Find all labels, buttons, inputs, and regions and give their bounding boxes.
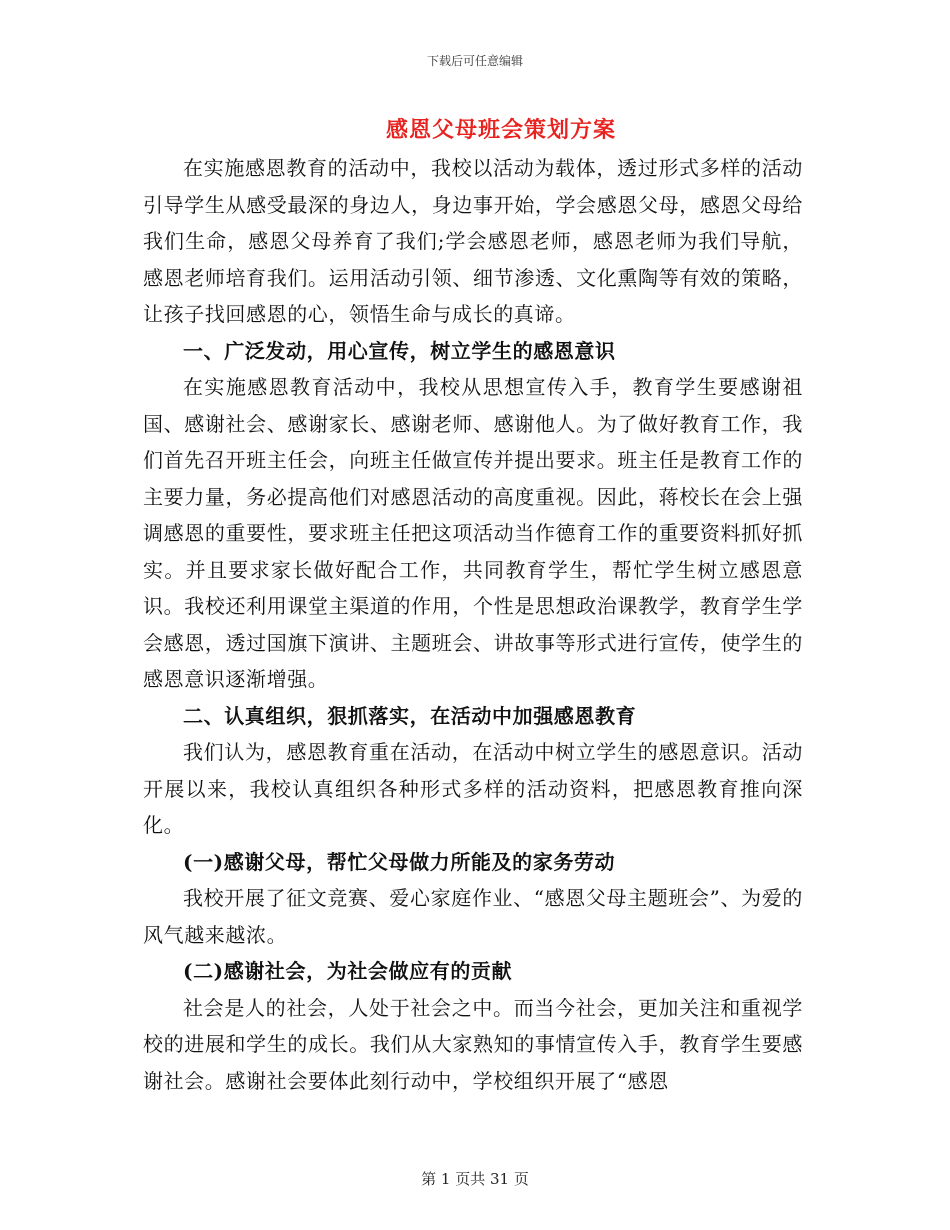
section-heading-1: 一、广泛发动，用心宣传，树立学生的感恩意识 (183, 338, 616, 363)
page-footer: 第 1 页共 31 页 (421, 1170, 529, 1188)
subsection-heading-1: (一)感谢父母，帮忙父母做力所能及的家务劳动 (183, 849, 616, 874)
subsection-heading-2: (二)感谢社会，为社会做应有的贡献 (183, 959, 513, 983)
subsection-1-paragraph: 我校开展了征文竞赛、爱心家庭作业、“感恩父母主题班会”、为爱的风气越来越浓。 (143, 886, 803, 947)
intro-paragraph: 在实施感恩教育的活动中，我校以活动为载体，透过形式多样的活动引导学生从感受最深的身边人，身边事开始，学会感恩父母，感恩父母给我们生命，感恩父母养育了我们;学会感恩老师，感恩老师为我们导航，感恩老师培育我们。运用活动引领、细节渗透、文化熏陶等有效的策略，让孩子找回感恩的心，领悟生命与成长的真谛。 (143, 156, 803, 326)
document-body (143, 112, 803, 1099)
section-2-paragraph: 我们认为，感恩教育重在活动，在活动中树立学生的感恩意识。活动开展以来，我校认真组织各种形式多样的活动资料，把感恩教育推向深化。 (143, 740, 803, 837)
subsection-2-paragraph: 社会是人的社会，人处于社会之中。而当今社会，更加关注和重视学校的进展和学生的成长。我们从大家熟知的事情宣传入手，教育学生要感谢社会。感谢社会要体此刻行动中，学校组织开展了“感恩 (143, 995, 803, 1093)
header-note: 下载后可任意编辑 (426, 54, 523, 68)
section-1-paragraph: 在实施感恩教育活动中，我校从思想宣传入手，教育学生要感谢祖国、感谢社会、感谢家长、感谢老师、感谢他人。为了做好教育工作，我们首先召开班主任会，向班主任做宣传并提出要求。班主任是教育工作的主要力量，务必提高他们对感恩活动的高度重视。因此，蒋校长在会上强调感恩的重要性，要求班主任把这项活动当作德育工作的重要资料抓好抓实。并且要求家长做好配合工作，共同教育学生，帮忙学生树立感恩意识。我校还利用课堂主渠道的作用，个性是思想政治课教学，教育学生学会感恩，透过国旗下演讲、主题班会、讲故事等形式进行宣传，使学生的感恩意识逐渐增强。 (143, 375, 803, 691)
document-title: 感恩父母班会策划方案 (385, 117, 616, 143)
section-heading-2: 二、认真组织，狠抓落实，在活动中加强感恩教育 (183, 703, 637, 728)
